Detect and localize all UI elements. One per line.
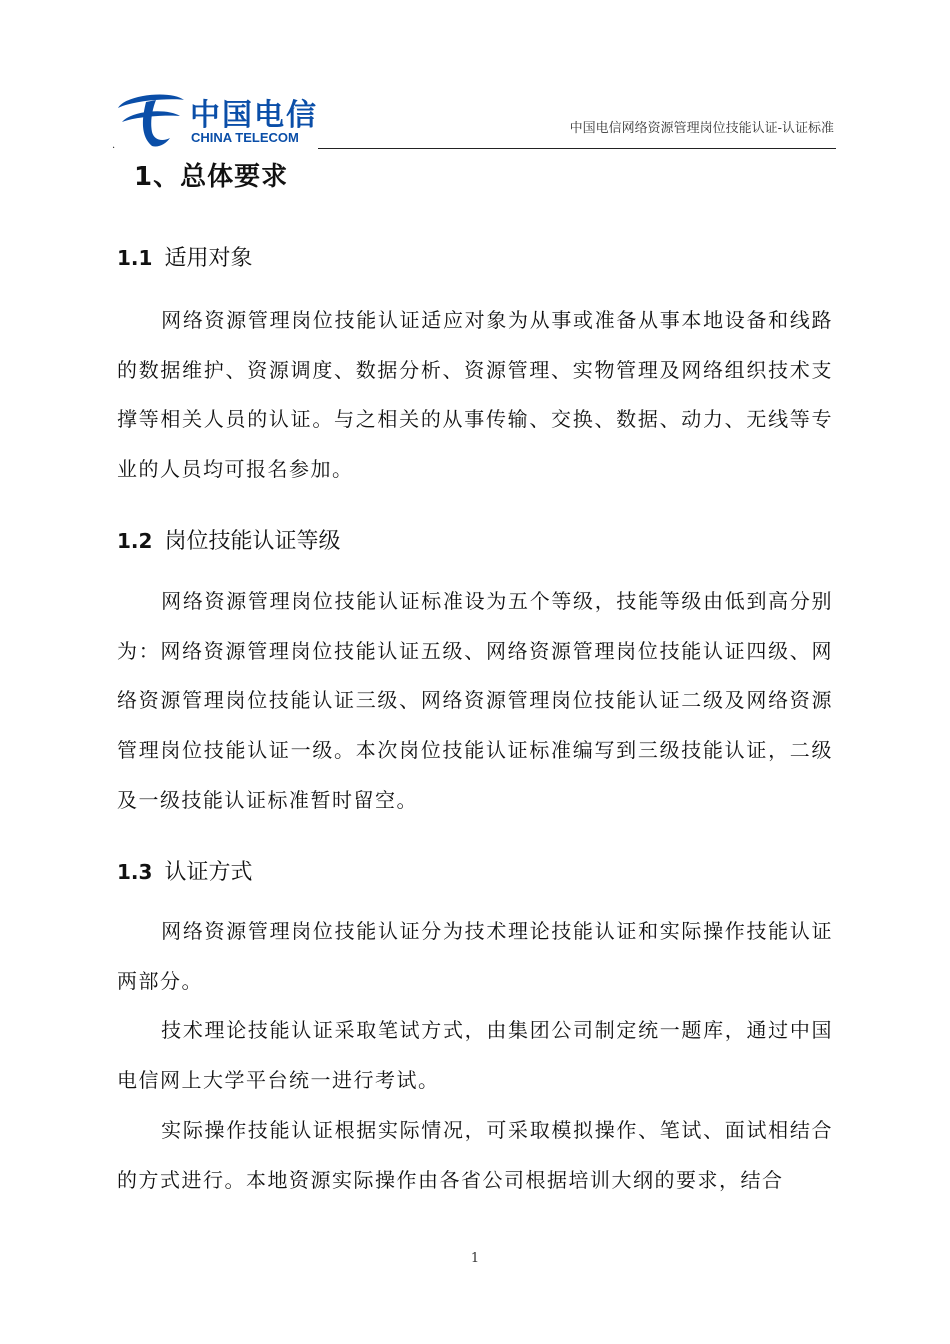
page-number: 1 bbox=[470, 1251, 480, 1266]
chapter-heading: 1、总体要求 bbox=[134, 162, 289, 192]
paragraph-text: 网络资源管理岗位技能认证分为技术理论技能认证和实际操作技能认证两部分。 bbox=[117, 919, 833, 993]
paragraph-text: 网络资源管理岗位技能认证适应对象为从事或准备从事本地设备和线路的数据维护、资源调度、数据分析、资源管理、实物管理及网络组织技术支撑等相关人员的认证。与之相关的从事传输、交换、数据、动力、无线等专业的人员均可报名参加。 bbox=[117, 308, 833, 482]
logo-chinese-text: 中国电信 bbox=[190, 98, 318, 133]
header-dot-mark: . bbox=[112, 140, 116, 151]
section-title: 适用对象 bbox=[164, 246, 253, 271]
paragraph bbox=[117, 1106, 833, 1205]
section-title: 认证方式 bbox=[164, 860, 253, 885]
paragraph bbox=[117, 296, 833, 495]
section-number: 1.1 bbox=[117, 246, 153, 270]
section-number: 1.2 bbox=[117, 529, 153, 553]
header-title: 中国电信网络资源管理岗位技能认证-认证标准 bbox=[569, 121, 834, 136]
paragraph bbox=[117, 907, 833, 1006]
china-telecom-logo bbox=[112, 88, 322, 150]
paragraph-text: 实际操作技能认证根据实际情况，可采取模拟操作、笔试、面试相结合的方式进行。本地资源实际操作由各省公司根据培训大纲的要求，结合 bbox=[117, 1118, 833, 1192]
telecom-swirl-icon bbox=[112, 88, 190, 150]
header-divider bbox=[318, 148, 836, 149]
section-heading-1-2 bbox=[117, 524, 340, 555]
section-heading-1-1 bbox=[117, 241, 252, 272]
section-title: 岗位技能认证等级 bbox=[164, 529, 341, 554]
paragraph-text: 网络资源管理岗位技能认证标准设为五个等级，技能等级由低到高分别为：网络资源管理岗位技能认证五级、网络资源管理岗位技能认证四级、网络资源管理岗位技能认证三级、网络资源管理岗位技能认证二级及网络资源管理岗位技能认证一级。本次岗位技能认证标准编写到三级技能认证，二级及一级技能认证标准暂时留空。 bbox=[117, 589, 833, 812]
section-number: 1.3 bbox=[117, 860, 153, 884]
paragraph bbox=[117, 1006, 833, 1105]
logo-english-text: CHINA TELECOM bbox=[191, 130, 299, 145]
section-heading-1-3 bbox=[117, 855, 252, 886]
paragraph bbox=[117, 577, 833, 826]
paragraph-text: 技术理论技能认证采取笔试方式，由集团公司制定统一题库，通过中国电信网上大学平台统一进行考试。 bbox=[117, 1018, 833, 1092]
